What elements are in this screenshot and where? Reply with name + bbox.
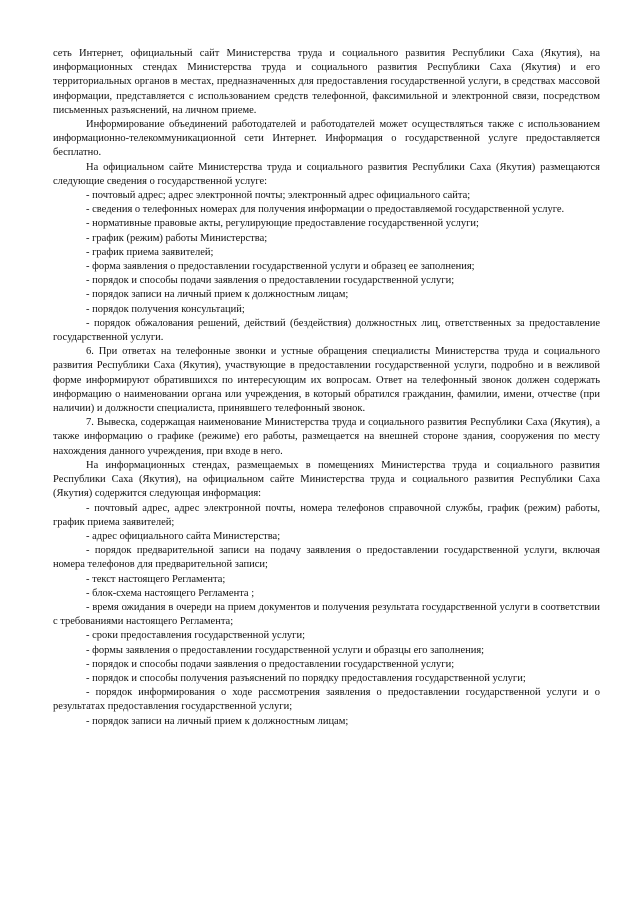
list-item: - почтовый адрес, адрес электронной почты, номера телефонов справочной службы, график (режим) работы, график приема заявителей; <box>53 502 600 528</box>
list-item: - блок-схема настоящего Регламента ; <box>86 587 255 599</box>
paragraph: 7. Вывеска, содержащая наименование Министерства труда и социального развития Республики Саха (Якутия), а также информацию о графике (режиме) его работы, размещается на внешней стороне здания, сооружения по месту нахождения данного учреждения, при входе в него. <box>53 417 600 457</box>
list-item: - порядок обжалования решений, действий (бездействия) должностных лиц, ответственных за предоставление государственной услуги. <box>53 317 600 344</box>
list-item: - порядок записи на личный прием к должностным лицам; <box>86 289 349 301</box>
list-item: - формы заявления о предоставлении государственной услуги и образцы его заполнения; <box>86 644 485 656</box>
list-item: - порядок и способы подачи заявления о предоставлении государственной услуги; <box>86 658 455 670</box>
list-item: - текст настоящего Регламента; <box>86 573 226 585</box>
list-item: - порядок записи на личный прием к должностным лицам; <box>86 715 349 727</box>
list-item: - адрес официального сайта Министерства; <box>86 530 281 542</box>
list-item: - сведения о телефонных номерах для получения информации о предоставляемой государственной услуге. <box>86 204 565 216</box>
paragraph: Информирование объединений работодателей и работодателей может осуществляться также с использованием информационно-телекоммуникационной сети Интернет. Информация о государственной услуге предоставляется бесплатно. <box>53 119 600 159</box>
list-item: - порядок получения консультаций; <box>86 303 245 315</box>
list-item: - форма заявления о предоставлении государственной услуги и образец ее заполнения; <box>86 261 475 273</box>
list-item: - почтовый адрес; адрес электронной почты; электронный адрес официального сайта; <box>86 190 471 202</box>
paragraph: На информационных стендах, размещаемых в помещениях Министерства труда и социального развития Республики Саха (Якутия), на официальном сайте Министерства труда и социального развития Республики Саха (Якутия) содержится следующая информация: <box>53 459 600 500</box>
list-item: - сроки предоставления государственной услуги; <box>86 630 306 642</box>
list-item: - порядок и способы подачи заявления о предоставлении государственной услуги; <box>86 275 455 287</box>
paragraph: На официальном сайте Министерства труда и социального развития Республики Саха (Якутия) размещаются следующие сведения о государственной услуге: <box>53 161 600 187</box>
list-item: - график (режим) работы Министерства; <box>86 232 268 244</box>
list-item: - порядок информирования о ходе рассмотрения заявления о предоставлении государственной услуги и о результатах предоставления государственной услуги; <box>53 687 600 713</box>
list-item: - нормативные правовые акты, регулирующие предоставление государственной услуги; <box>86 218 479 230</box>
list-item: - порядок и способы получения разъяснений по порядку предоставления государственной услуги; <box>86 672 526 684</box>
list-item: - график приема заявителей; <box>86 246 214 258</box>
paragraph: 6. При ответах на телефонные звонки и устные обращения специалисты Министерства труда и социального развития Республики Саха (Якутия), участвующие в предоставлении государственной услуги, подробно и в вежливой форме информируют обратившихся по интересующим их вопросам. Ответ на телефонный звонок должен содержать информацию о наименовании органа или учреждения, в который обратился гражданин, фамилии, имени, отчестве (при наличии) и должности специалиста, принявшего телефонный звонок. <box>53 346 600 415</box>
paragraph: сеть Интернет, официальный сайт Министерства труда и социального развития Республики Саха (Якутия), на информационных стендах Министерства труда и социального развития Республики Саха (Якутия) и его территориальных органов в местах, предназначенных для предоставления государственной услуги, в средствах массовой информации, представляется с использованием средств телефонной, факсимильной и электронной связи, посредством письменных разъяснений, на личном приеме. <box>53 48 600 116</box>
list-item: - порядок предварительной записи на подачу заявления о предоставлении государственной услуги, включая номера телефонов для предварительной записи; <box>53 545 600 571</box>
list-item: - время ожидания в очереди на прием документов и получения результата государственной услуги в соответствии с требованиями настоящего Регламента; <box>53 601 600 628</box>
